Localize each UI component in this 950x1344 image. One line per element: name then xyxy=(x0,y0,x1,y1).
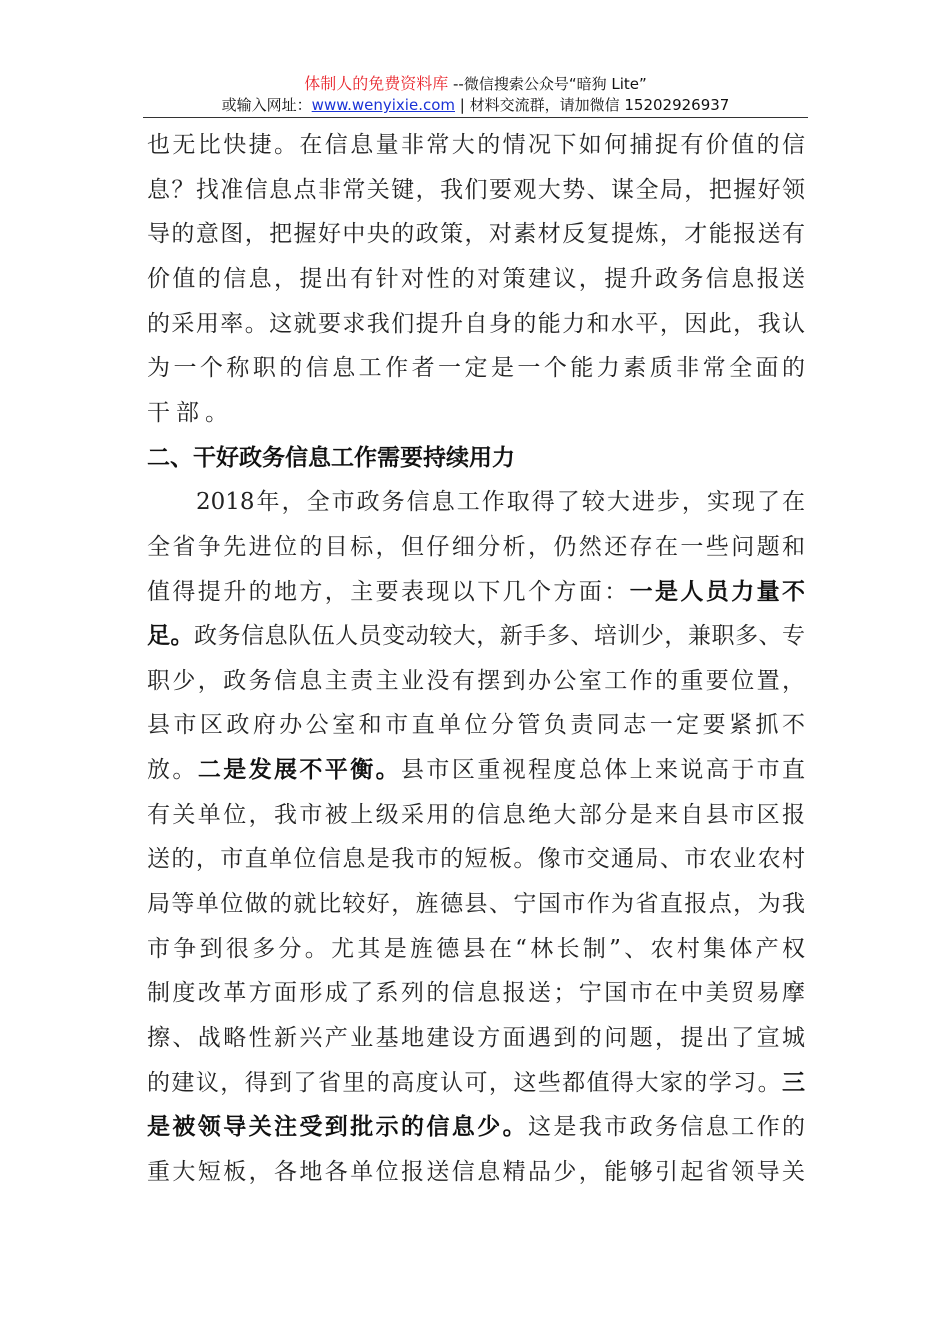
website-link[interactable]: www.wenyixie.com xyxy=(311,96,455,114)
text-line xyxy=(147,978,805,1008)
bold-text: 足。 xyxy=(147,623,195,650)
header-divider xyxy=(143,117,808,118)
url-label: 或输入网址： xyxy=(221,96,312,114)
text-segment: 二、干好政务信息工作需要持续用力 xyxy=(147,444,515,471)
text-segment: 放。 xyxy=(147,757,198,784)
text-segment: 的采用率。这就要求我们提升自身的能力和水平，因此，我认 xyxy=(147,310,805,337)
text-line xyxy=(147,1112,805,1142)
text-line xyxy=(147,666,805,696)
text-line xyxy=(147,755,805,785)
bold-text: 是被领导关注受到批示的信息少。 xyxy=(147,1114,528,1141)
text-line xyxy=(147,800,805,830)
text-line xyxy=(147,934,805,964)
text-segment: 重大短板，各地各单位报送信息精品少，能够引起省领导关 xyxy=(147,1158,805,1185)
bold-text: 一是人员力量不 xyxy=(629,578,806,605)
text-line xyxy=(147,621,805,651)
text-line xyxy=(147,889,805,919)
text-line xyxy=(147,532,805,562)
text-segment: 市争到很多分。尤其是旌德县在“林长制”、农村集体产权 xyxy=(147,935,805,962)
text-line xyxy=(147,130,805,160)
wechat-hint: --微信搜索公众号“暗狗 Lite” xyxy=(448,75,647,93)
text-line xyxy=(147,577,805,607)
text-line xyxy=(147,353,805,383)
text-line xyxy=(147,1068,805,1098)
text-segment: 的建议，得到了省里的高度认可，这些都值得大家的学习。 xyxy=(147,1069,782,1096)
text-line xyxy=(147,1023,805,1053)
text-line xyxy=(147,1157,805,1187)
text-segment: 县市区政府办公室和市直单位分管负责同志一定要紧抓不 xyxy=(147,712,805,739)
text-segment: 政务信息队伍人员变动较大，新手多、培训少，兼职多、专 xyxy=(194,623,806,650)
brand-text: 体制人的免费资料库 xyxy=(304,74,449,93)
text-segment: 擦、战略性新兴产业基地建设方面遇到的问题，提出了宣城 xyxy=(147,1025,805,1051)
text-segment: 有关单位，我市被上级采用的信息绝大部分是来自县市区报 xyxy=(147,801,805,828)
text-line xyxy=(147,710,805,740)
text-segment: 价值的信息，提出有针对性的对策建议，提升政务信息报送 xyxy=(147,265,805,292)
watermark-header-line-1 xyxy=(143,71,808,94)
text-segment: 全省争先进位的目标，但仔细分析，仍然还存在一些问题和 xyxy=(147,533,805,560)
text-segment: 导的意图，把握好中央的政策，对素材反复提炼，才能报送有 xyxy=(147,221,805,248)
section-heading xyxy=(147,443,805,473)
text-segment: 县市区重视程度总体上来说高于市直 xyxy=(401,757,806,784)
text-segment: 为一个称职的信息工作者一定是一个能力素质非常全面的 xyxy=(147,355,805,382)
watermark-header-line-2 xyxy=(143,94,808,115)
text-line xyxy=(147,309,805,339)
text-segment: 2018年，全市政务信息工作取得了较大进步，实现了在 xyxy=(196,489,805,516)
bold-text: 三 xyxy=(782,1069,805,1096)
text-line xyxy=(147,487,805,517)
text-segment: 局等单位做的就比较好，旌德县、宁国市作为省直报点，为我 xyxy=(147,891,805,918)
text-segment: 制度改革方面形成了系列的信息报送；宁国市在中美贸易摩 xyxy=(147,980,805,1007)
text-segment: 值得提升的地方，主要表现以下几个方面： xyxy=(147,578,630,605)
text-segment: 息？找准信息点非常关键，我们要观大势、谋全局，把握好领 xyxy=(147,176,805,203)
text-segment: 也无比快捷。在信息量非常大的情况下如何捕捉有价值的信 xyxy=(147,132,805,158)
text-segment: 送的，市直单位信息是我市的短板。像市交通局、市农业农村 xyxy=(147,846,805,873)
text-segment: 这是我市政务信息工作的 xyxy=(528,1114,806,1141)
text-line xyxy=(147,844,805,874)
text-segment: 干部。 xyxy=(147,399,234,426)
text-line xyxy=(147,264,805,294)
text-line xyxy=(147,219,805,249)
text-segment: 职少，政务信息主责主业没有摆到办公室工作的重要位置， xyxy=(147,667,805,694)
bold-text: 二是发展不平衡。 xyxy=(197,757,402,784)
text-line xyxy=(147,175,805,205)
text-line xyxy=(147,398,805,428)
contact-text: | 材料交流群，请加微信 15202926937 xyxy=(455,96,730,114)
